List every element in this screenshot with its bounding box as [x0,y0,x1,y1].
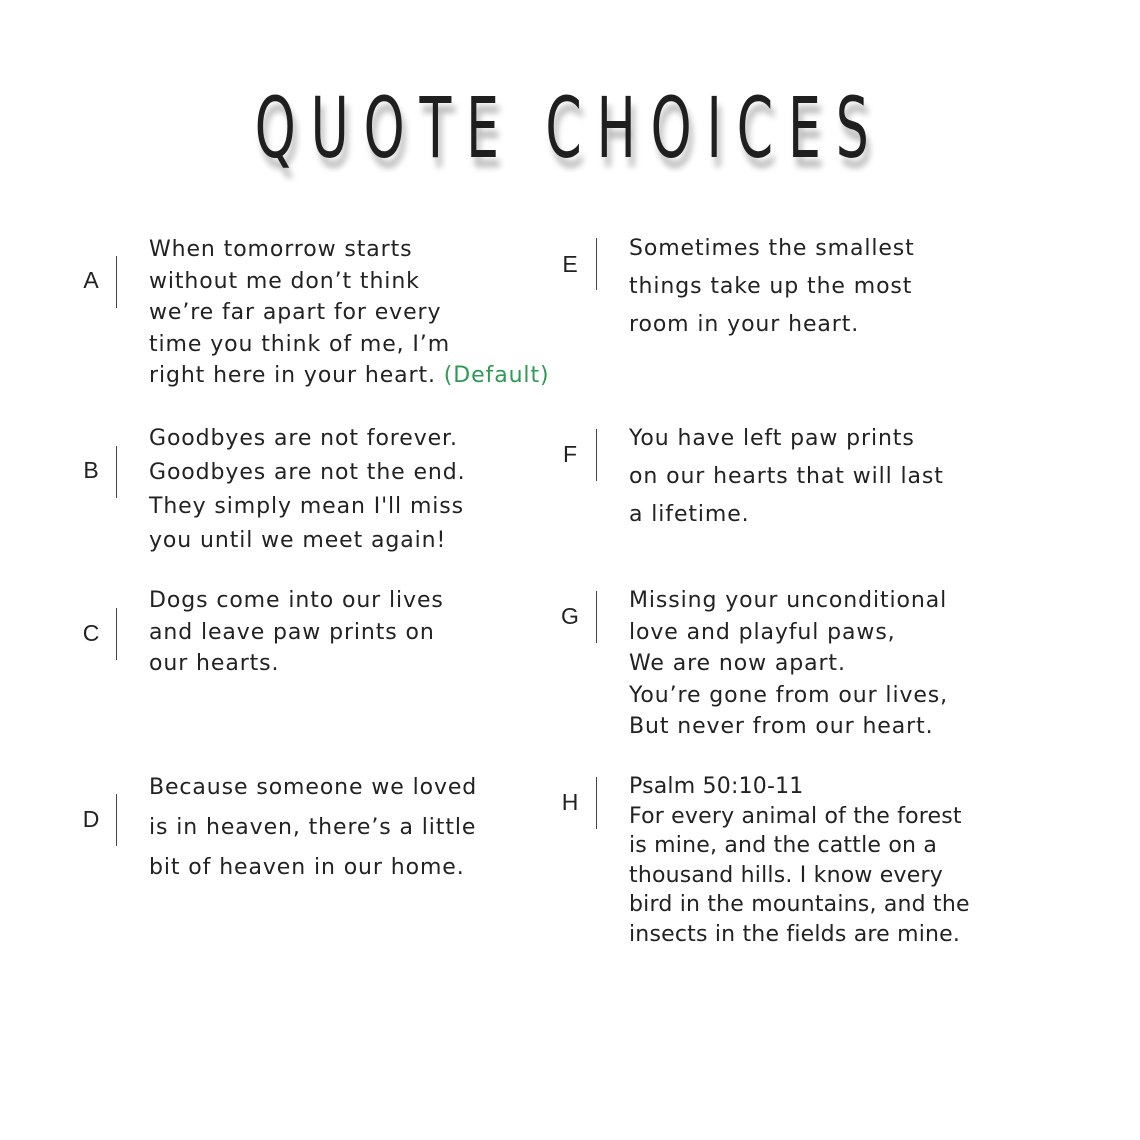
quote-line: without me don’t think [149,268,420,294]
quote-letter-d: D [82,806,100,832]
quote-e[interactable] [629,230,915,344]
quote-line: You have left paw prints [629,426,915,451]
quote-line: When tomorrow starts [149,237,413,262]
quote-a[interactable] [149,234,549,392]
quote-b[interactable] [149,422,466,558]
quote-line: our hearts. [149,651,280,676]
quote-divider [116,256,117,308]
quote-h[interactable] [629,772,970,949]
quote-line: Because someone we loved [149,775,478,800]
page-title: QUOTE CHOICES [254,79,884,177]
default-tag: (Default) [443,363,550,388]
quote-divider [116,608,117,660]
quote-letter-a: A [83,267,99,293]
quote-divider [596,429,597,481]
quote-line: Goodbyes are not the end. [149,460,466,485]
quote-letter-e: E [562,251,578,277]
quote-line: Dogs come into our lives [149,588,444,613]
quote-line: But never from our heart. [629,714,934,739]
quote-line: a lifetime. [629,502,750,527]
quote-line: bit of heaven in our home. [149,855,465,880]
quote-letter-g: G [561,603,579,629]
quote-line: Goodbyes are not forever. [149,426,458,451]
quote-divider [596,777,597,829]
quote-c[interactable] [149,585,444,680]
quote-letter-b: B [83,457,99,483]
quote-letter-h: H [561,789,579,815]
quote-line: we’re far apart for every [149,300,442,325]
quote-line: insects in the fields are mine. [629,921,961,947]
quote-line: Sometimes the smallest [629,236,915,261]
quote-line: is in heaven, there’s a little [149,815,477,840]
quote-line: is mine, and the cattle on a [629,833,938,858]
quote-line: room in your heart. [629,312,860,337]
quote-d[interactable] [149,768,477,888]
quote-g[interactable] [629,585,948,743]
quote-line: you until we meet again! [149,528,447,553]
quote-divider [596,238,597,290]
quote-divider [596,591,597,643]
quote-line: We are now apart. [629,651,846,676]
quote-line: thousand hills. I know every [629,862,943,888]
quote-line: You’re gone from our lives, [629,682,949,708]
quote-line: and leave paw prints on [149,619,435,645]
quote-f[interactable] [629,420,944,534]
quote-line: Psalm 50:10-11 [629,774,804,799]
quote-line: love and playful paws, [629,619,896,645]
quote-line: They simply mean I'll miss [149,494,465,519]
quote-line: For every animal of the forest [629,803,962,829]
quote-letter-c: C [82,620,100,646]
quote-divider [116,446,117,498]
quote-line: things take up the most [629,274,913,299]
quote-line: right here in your heart. [149,363,436,388]
quote-line: time you think of me, I’m [149,331,451,357]
quote-line: on our hearts that will last [629,464,944,489]
quote-line: Missing your unconditional [629,588,948,613]
quote-line: bird in the mountains, and the [629,892,970,917]
quote-divider [116,794,117,846]
quote-letter-f: F [562,441,578,467]
